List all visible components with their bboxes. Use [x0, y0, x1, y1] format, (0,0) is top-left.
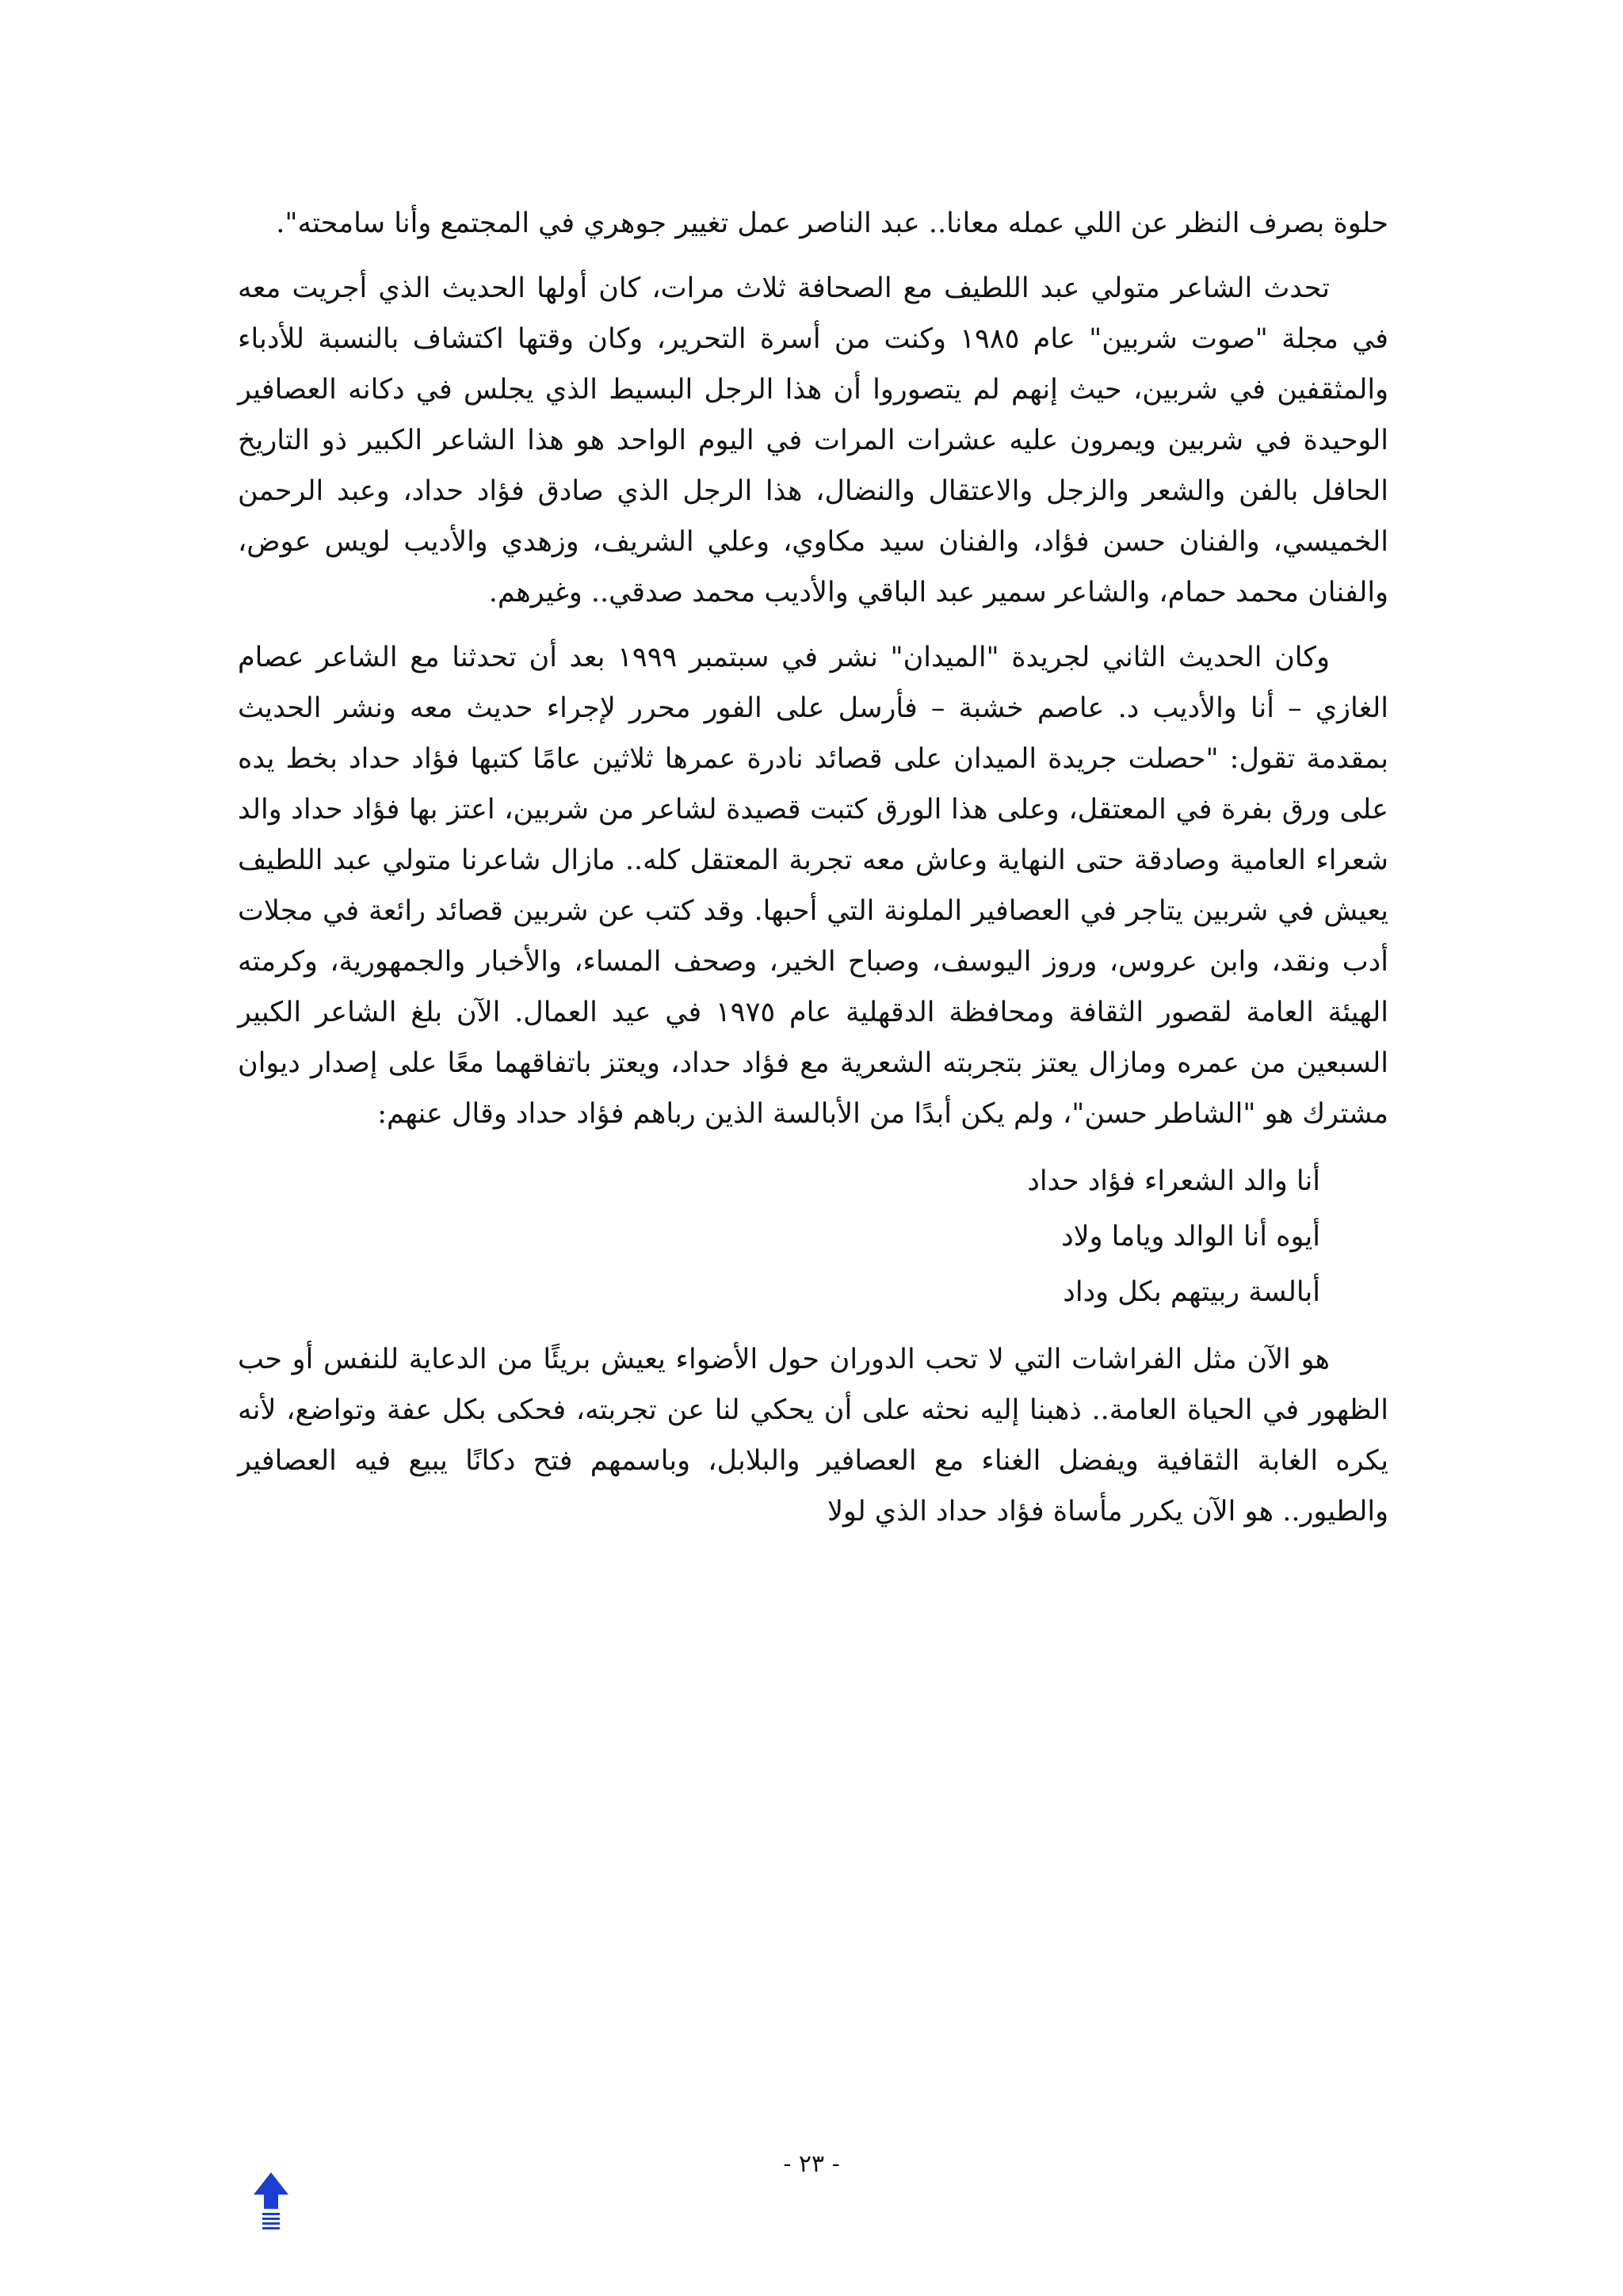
- page-number: - ٢٣ -: [783, 2150, 840, 2178]
- paragraph-second-interview: وكان الحديث الثاني لجريدة "الميدان" نشر في سبتمبر ١٩٩٩ بعد أن تحدثنا مع الشاعر عصام الغازي – أنا والأديب د. عاصم خشبة – فأرسل على الفور محرر لإجراء حديث معه ونشر الحديث بمقدمة تقول: "حصلت جريدة الميدان على قصائد نادرة عمرها ثلاثين عامًا كتبها فؤاد حداد بخط يده على ورق بفرة في المعتقل، وعلى هذا الورق كتبت قصيدة لشاعر من شربين، اعتز بها فؤاد حداد والد شعراء العامية وصادقة حتى النهاية وعاش معه تجربة المعتقل كله.. مازال شاعرنا متولي عبد اللطيف يعيش في شربين يتاجر في العصافير الملونة التي أحبها. وقد كتب عن شربين قصائد رائعة في مجلات أدب ونقد، وابن عروس، وروز اليوسف، وصباح الخير، وصحف المساء، والأخبار والجمهورية، وكرمته الهيئة العامة لقصور الثقافة ومحافظة الدقهلية عام ١٩٧٥ في عيد العمال. الآن بلغ الشاعر الكبير السبعين من عمره ومازال يعتز بتجربته الشعرية مع فؤاد حداد، ويعتز باتفاقهما معًا على إصدار ديوان مشترك هو "الشاطر حسن"، ولم يكن أبدًا من الأبالسة الذين رباهم فؤاد حداد وقال عنهم:: [238, 642, 1388, 1130]
- poem-block: [238, 1154, 1388, 1320]
- paragraph-interviews: تحدث الشاعر متولي عبد اللطيف مع الصحافة ثلاث مرات، كان أولها الحديث الذي أجريت معه في مجلة "صوت شربين" عام ١٩٨٥ وكنت من أسرة التحرير، وكان وقتها اكتشاف بالنسبة للأدباء والمثقفين في شربين، حيث إنهم لم يتصوروا أن هذا الرجل البسيط الذي يجلس في دكانه العصافير الوحيدة في شربين ويمرون عليه عشرات المرات في اليوم الواحد هو هذا الشاعر الكبير ذو التاريخ الحافل بالفن والشعر والزجل والاعتقال والنضال، هذا الرجل الذي صادق فؤاد حداد، وعبد الرحمن الخميسي، والفنان حسن فؤاد، والفنان سيد مكاوي، وعلي الشريف، وزهدي والأديب لويس عوض، والفنان محمد حمام، والشاعر سمير عبد الباقي والأديب محمد صدقي.. وغيرهم.: [238, 273, 1388, 608]
- up-arrow-icon[interactable]: [252, 2171, 290, 2231]
- poem-line: أبالسة ربيتهم بكل وداد: [1063, 1276, 1320, 1308]
- article-body: [238, 198, 1388, 1551]
- poem-line: أيوه أنا الوالد وياما ولاد: [1061, 1221, 1320, 1253]
- paragraph-quote-ending: حلوة بصرف النظر عن اللي عمله معانا.. عبد الناصر عمل تغيير جوهري في المجتمع وأنا سامحته".: [276, 208, 1388, 239]
- poem-line: أنا والد الشعراء فؤاد حداد: [1027, 1165, 1320, 1197]
- paragraph-closing: هو الآن مثل الفراشات التي لا تحب الدوران حول الأضواء يعيش بريئًا من الدعاية للنفس أو حب الظهور في الحياة العامة.. ذهبنا إليه نحثه على أن يحكي لنا عن تجربته، فحكى بكل عفة وتواضع، لأنه يكره الغابة الثقافية ويفضل الغناء مع العصافير والبلابل، وباسمهم فتح دكانًا يبيع فيه العصافير والطيور.. هو الآن يكرر مأساة فؤاد حداد الذي لولا: [238, 1344, 1388, 1527]
